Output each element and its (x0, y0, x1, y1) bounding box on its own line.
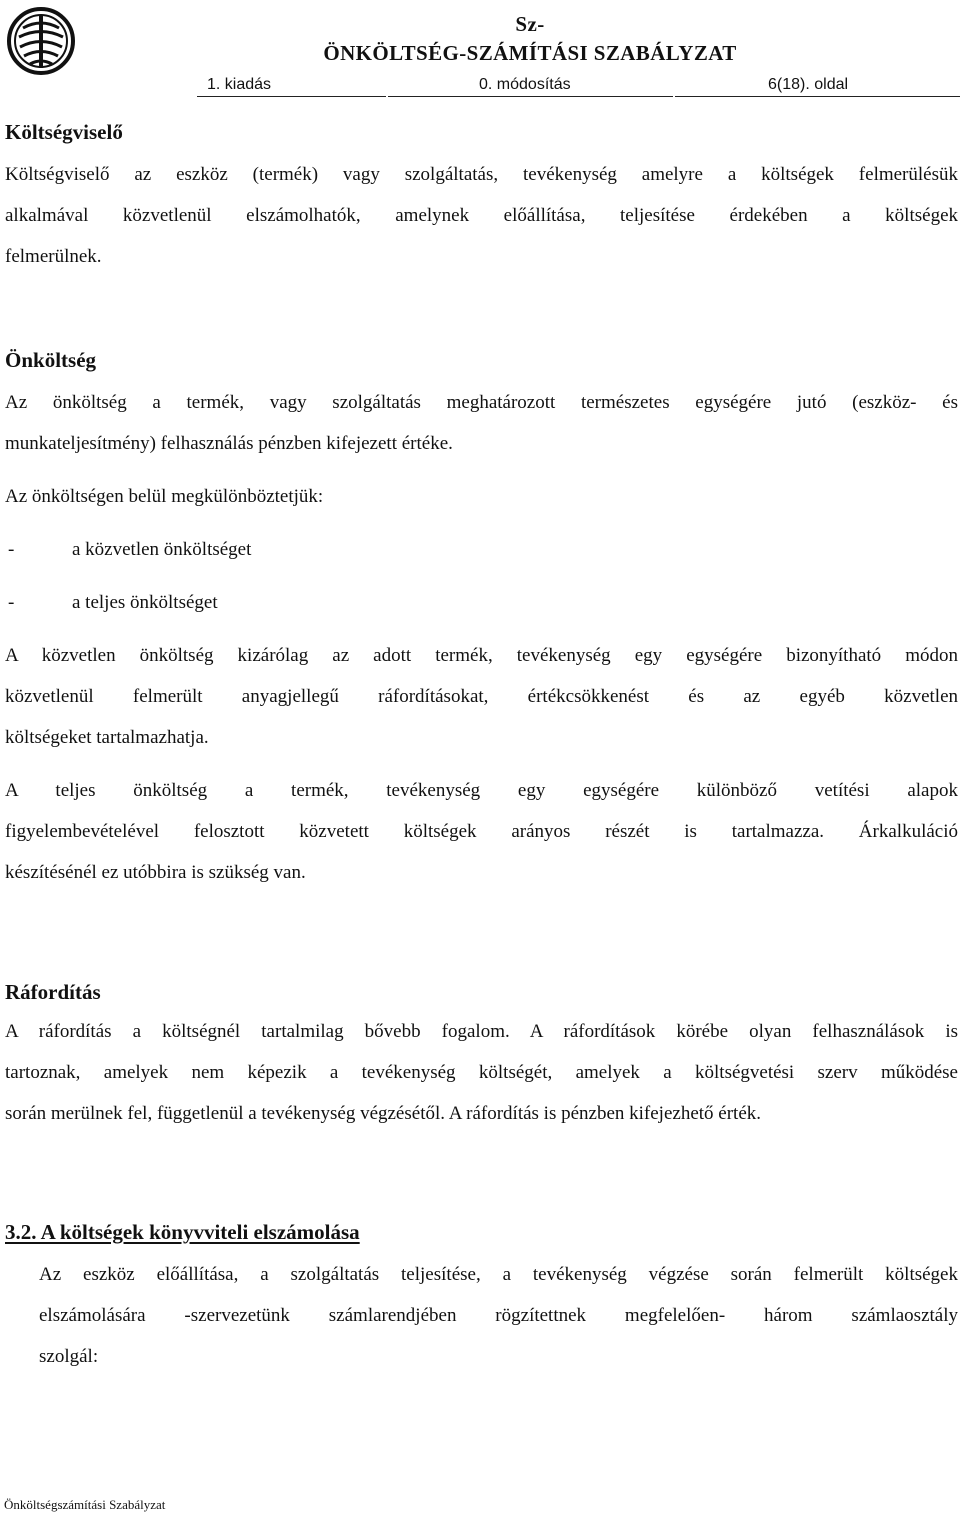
paragraph-line: A ráfordítás a költségnél tartalmilag bővebb fogalom. A ráfordítások körébe olyan felhasználások is (5, 1021, 958, 1042)
document-title-line2: ÖNKÖLTSÉG-SZÁMÍTÁSI SZABÁLYZAT (323, 41, 737, 65)
section-heading-raforditas: Ráfordítás (5, 980, 101, 1004)
list-intro: Az önköltségen belül megkülönböztetjük: (5, 486, 324, 507)
section-heading-koltsegviselo: Költségviselő (5, 120, 123, 144)
section-heading-3-2: 3.2. A költségek könyvviteli elszámolása (5, 1220, 360, 1244)
list-item (8, 529, 251, 570)
paragraph-line: során merülnek fel, függetlenül a tevékenység végzésétől. A ráfordítás is pénzben kifejezhető érték. (5, 1103, 762, 1124)
list-item-dash: - (8, 592, 15, 613)
page-number-label: 6(18). oldal (768, 76, 849, 93)
university-logo-icon (6, 6, 76, 76)
paragraph-line: költségeket tartalmazhatja. (5, 727, 209, 748)
paragraph-line: A teljes önköltség a termék, tevékenység egy egységére különböző vetítési alapok (5, 780, 958, 801)
paragraph-line: Költségviselő az eszköz (termék) vagy szolgáltatás, tevékenység amelyre a költségek felmerülésük (5, 164, 958, 185)
paragraph-line: felmerülnek. (5, 246, 102, 267)
list-item-dash: - (8, 539, 15, 560)
paragraph-line: tartoznak, amelyek nem képezik a tevékenység költségét, amelyek a költségvetési szerv működése (5, 1062, 958, 1083)
page-footer: Önköltségszámítási Szabályzat (4, 1497, 166, 1512)
paragraph-line: szolgál: (39, 1346, 99, 1367)
paragraph-line: elszámolására -szervezetünk számlarendjében rögzítettnek megfelelően- három számlaosztály (39, 1305, 958, 1326)
header-rule-2 (388, 96, 673, 97)
modification-label: 0. módosítás (479, 76, 571, 93)
paragraph-line: közvetlenül felmerült anyagjellegű ráfordításokat, értékcsökkenést és az egyéb közvetlen (5, 686, 958, 707)
paragraph-line: munkateljesítmény) felhasználás pénzben kifejezett értéke. (5, 433, 453, 454)
paragraph-line: figyelembevételével felosztott közvetett költségek arányos részét is tartalmazza. Árkalkuláció (5, 821, 958, 842)
document-title-line1: Sz- (515, 12, 545, 36)
header-rule-1 (197, 96, 386, 97)
paragraph-line: készítésénél ez utóbbira is szükség van. (5, 862, 306, 883)
paragraph-line: A közvetlen önköltség kizárólag az adott termék, tevékenység egy egységére bizonyítható módon (5, 645, 958, 666)
list-item-text: a teljes önköltséget (72, 592, 218, 613)
paragraph-line: Az eszköz előállítása, a szolgáltatás teljesítése, a tevékenység végzése során felmerült költségek (39, 1264, 958, 1285)
paragraph-line: alkalmával közvetlenül elszámolhatók, amelynek előállítása, teljesítése érdekében a költségek (5, 205, 958, 226)
edition-label: 1. kiadás (207, 76, 272, 93)
list-item (8, 582, 218, 623)
header-rule-3 (675, 96, 960, 97)
paragraph-line: Az önköltség a termék, vagy szolgáltatás meghatározott természetes egységére jutó (eszköz- és (5, 392, 958, 413)
section-heading-onkoltseg: Önköltség (5, 348, 97, 372)
list-item-text: a közvetlen önköltséget (72, 539, 252, 560)
